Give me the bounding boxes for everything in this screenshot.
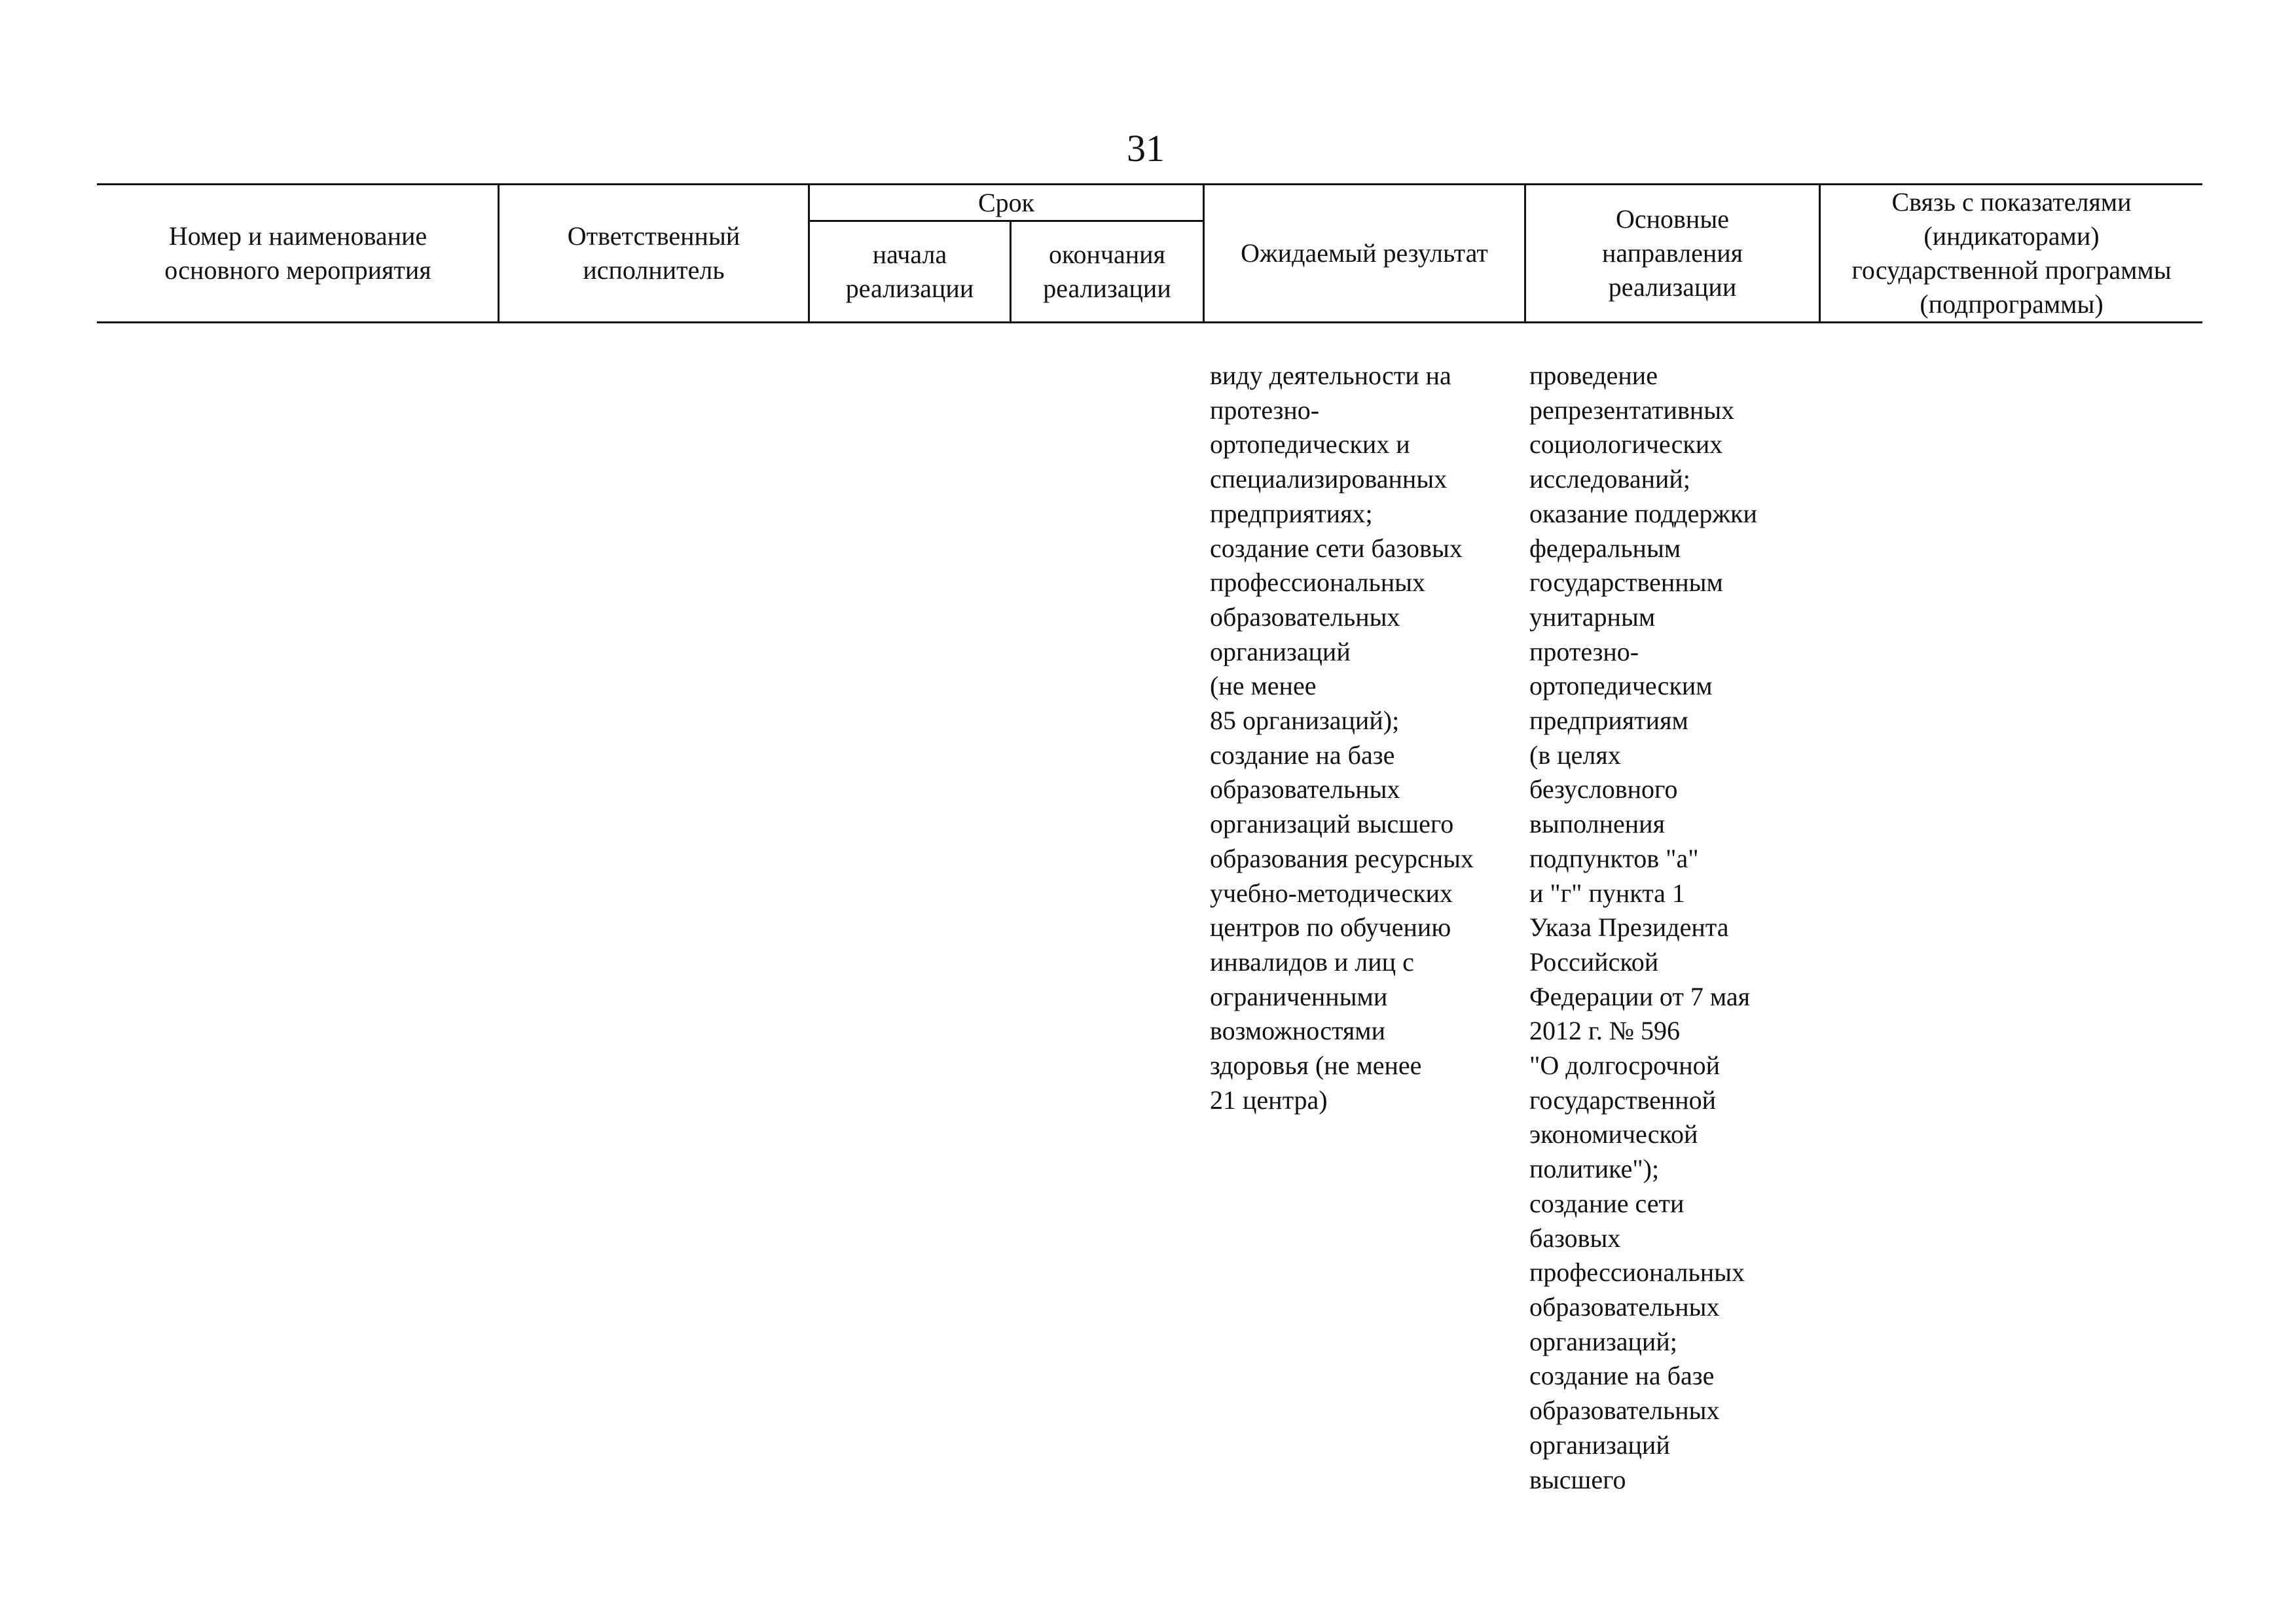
text-line: организаций	[1529, 1430, 1670, 1460]
text-line: оказание поддержки	[1529, 498, 1757, 528]
header-term-group: Срок	[977, 187, 1035, 217]
text-line: государственным	[1529, 568, 1723, 598]
text-line: здоровья (не менее	[1210, 1051, 1422, 1081]
header-start-date: начала реализации	[845, 240, 974, 303]
text-line: центров по обучению	[1210, 912, 1451, 943]
text-line: Указа Президента	[1529, 912, 1729, 943]
header-indicators-link: Связь с показателями (индикаторами) государственной программы (подпрограммы)	[1851, 187, 2172, 319]
text-line: унитарным	[1529, 602, 1656, 632]
text-line: организаций;	[1529, 1326, 1677, 1356]
text-line: протезно-	[1529, 636, 1639, 666]
text-line: репрезентативных	[1529, 395, 1735, 425]
text-line: учебно-методических	[1210, 878, 1453, 908]
text-line: профессиональных	[1529, 1257, 1745, 1288]
text-line: и "г" пункта 1	[1529, 878, 1685, 908]
text-line: предприятиях;	[1210, 498, 1373, 528]
text-line: образовательных	[1210, 602, 1400, 632]
text-line: Российской	[1529, 947, 1659, 977]
text-line: исследований;	[1529, 464, 1690, 494]
text-line: "О долгосрочной	[1529, 1051, 1721, 1081]
expected-result-cell	[1210, 359, 1523, 1117]
text-line: создание на базе	[1529, 1361, 1715, 1391]
header-expected-result: Ожидаемый результат	[1241, 238, 1488, 268]
text-line: государственной	[1529, 1085, 1717, 1115]
main-directions-cell	[1529, 359, 1817, 1497]
text-line: высшего	[1529, 1464, 1626, 1494]
text-line: 85 организаций);	[1210, 706, 1400, 736]
text-line: Федерации от 7 мая	[1529, 981, 1751, 1011]
text-line: виду деятельности на	[1210, 361, 1451, 390]
text-line: создание сети базовых	[1210, 533, 1463, 563]
header-responsible-executor: Ответственный исполнитель	[567, 221, 740, 285]
text-line: образовательных	[1529, 1396, 1720, 1426]
text-line: безусловного	[1529, 774, 1678, 804]
text-line: проведение	[1529, 361, 1658, 390]
header-measure-name: Номер и наименование основного мероприятия	[164, 221, 431, 285]
text-line: 21 центра)	[1210, 1085, 1328, 1115]
header-end-date: окончания реализации	[1043, 240, 1171, 303]
text-line: образовательных	[1210, 774, 1400, 804]
text-line: протезно-	[1210, 395, 1320, 425]
header-bottom-rule	[97, 321, 2202, 323]
text-line: предприятиям	[1529, 706, 1688, 736]
text-line: (не менее	[1210, 671, 1317, 701]
text-line: организаций высшего	[1210, 809, 1454, 839]
text-line: возможностями	[1210, 1016, 1386, 1046]
text-line: социологических	[1529, 429, 1723, 460]
text-line: (в целях	[1529, 740, 1621, 770]
text-line: ортопедических и	[1210, 429, 1410, 460]
text-line: ограниченными	[1210, 981, 1388, 1011]
text-line: создание на базе	[1210, 740, 1395, 770]
text-line: специализированных	[1210, 464, 1448, 494]
text-line: образовательных	[1529, 1291, 1720, 1322]
text-line: образования ресурсных	[1210, 843, 1474, 873]
page-number: 31	[1127, 127, 1165, 170]
text-line: федеральным	[1529, 533, 1681, 563]
header-main-directions: Основные направления реализации	[1601, 204, 1743, 302]
text-line: инвалидов и лиц с	[1210, 947, 1414, 977]
text-line: 2012 г. № 596	[1529, 1016, 1681, 1046]
text-line: базовых	[1529, 1223, 1621, 1253]
text-line: профессиональных	[1210, 568, 1425, 598]
text-line: создание сети	[1529, 1188, 1685, 1218]
text-line: политике");	[1529, 1154, 1660, 1184]
text-line: экономической	[1529, 1119, 1698, 1149]
text-line: организаций	[1210, 636, 1351, 666]
text-line: ортопедическим	[1529, 671, 1713, 701]
text-line: подпунктов "а"	[1529, 843, 1699, 873]
text-line: выполнения	[1529, 809, 1665, 839]
